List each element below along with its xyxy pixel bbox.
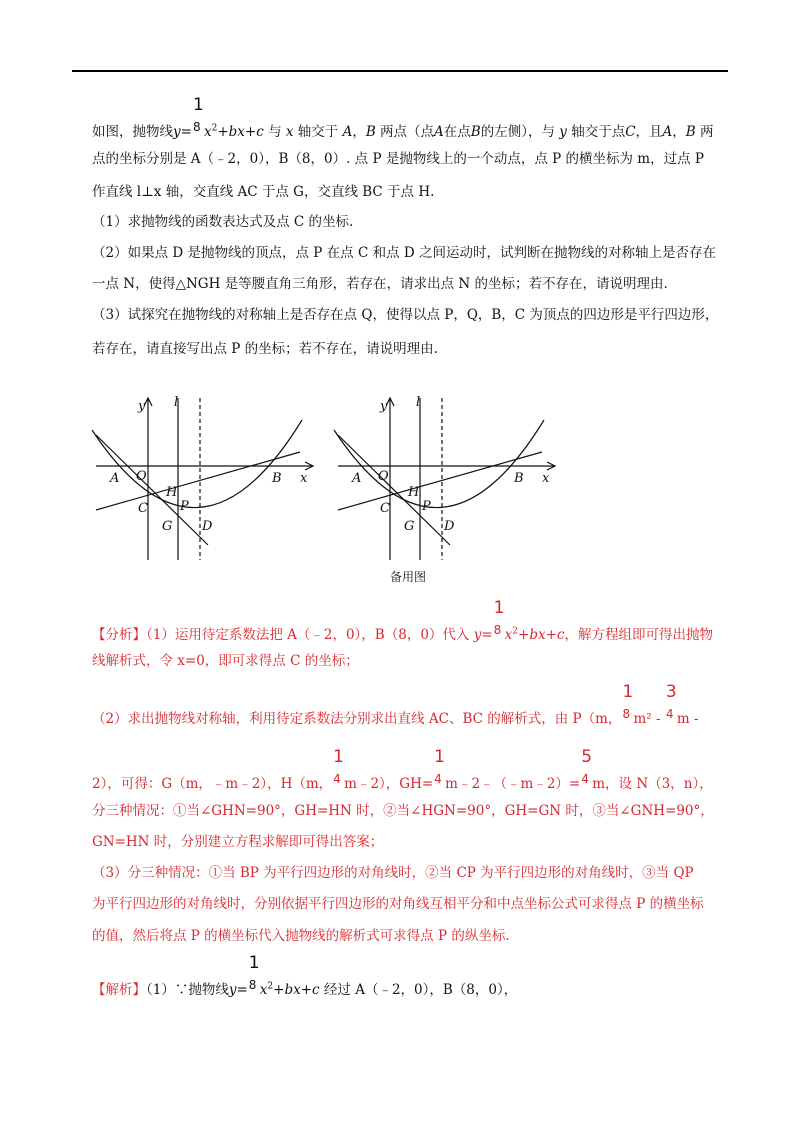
point-b-label: B [514, 471, 524, 486]
question-3b: 若存在，请直接写出点 P 的坐标；若不存在，请说明理由. [92, 341, 438, 357]
point-h-label: H [408, 485, 420, 500]
line-l-label: l [174, 395, 179, 410]
point-c-label: C [138, 501, 148, 516]
y-axis-label: y [380, 399, 388, 414]
analysis-line-4: 2），可得：G（m，﹣m﹣2），H（m， 1 4 m﹣2），GH= 1 4 m﹣2﹣（﹣m﹣2）= 5 4 m，设 N（3，n）， [92, 747, 713, 792]
analysis-line-5: 分三种情况：①当∠GHN=90°，GH=HN 时，②当∠HGN=90°，GH=GN 时，③当∠GNH=90°， [92, 803, 714, 819]
problem-line-3: 作直线 l⊥x 轴，交直线 AC 于点 G，交直线 BC 于点 H. [92, 184, 435, 200]
point-g-label: G [404, 519, 415, 534]
origin-label: O [136, 469, 147, 484]
analysis-line-2: 线解析式，令 x=0，即可求得点 C 的坐标； [92, 653, 359, 669]
point-h-label: H [166, 485, 178, 500]
solution-line-1: 【解析】（1）∵抛物线y= 1 8 $x^2+bx+c$ 经过 A（﹣2，0），B（8，0）， [92, 953, 518, 998]
parabola-figure-backup [330, 390, 570, 565]
point-b-label: B [272, 471, 282, 486]
origin-label: O [378, 469, 389, 484]
analysis-line-1: 【分析】（1）运用待定系数法把 A（﹣2，0），B（8，0）代入 y= 1 8 $x^2+bx+c$，解方程组即可得出抛物 [92, 598, 713, 643]
problem-line-2: 点的坐标分别是 A（﹣2，0），B（8，0）. 点 P 是抛物线上的一个动点，点 P 的横坐标为 m，过点 P [92, 151, 704, 167]
analysis-line-3: （2）求出抛物线对称轴，利用待定系数法分别求出直线 AC、BC 的解析式，由 P（m， 1 8 m² - 3 4 m - [92, 682, 699, 727]
point-g-label: G [162, 519, 173, 534]
point-c-label: C [380, 501, 390, 516]
parabola-figure-main [88, 390, 328, 565]
figure-caption: 备用图 [390, 570, 427, 584]
x-axis-label: x [300, 471, 308, 486]
y-axis-label: y [138, 399, 146, 414]
point-a-label: A [110, 471, 120, 486]
problem-line-1: 如图，抛物线y= 1 8 $x^2+bx+c$ 与 x 轴交于 A，B 两点（点A在点B的左侧），与 y 轴交于点C，且A，B 两 [92, 95, 714, 140]
point-d-label: D [444, 519, 455, 534]
point-p-label: P [180, 499, 189, 514]
question-3a: （3）试探究在抛物线的对称轴上是否存在点 Q，使得以点 P，Q，B，C 为顶点的四边形是平行四边形， [92, 307, 719, 323]
analysis-line-6: GN=HN 时，分别建立方程求解即可得出答案； [92, 834, 384, 850]
fraction: 1 8 [192, 95, 204, 134]
point-p-label: P [422, 499, 431, 514]
question-1: （1）求抛物线的函数表达式及点 C 的坐标. [92, 214, 354, 230]
x-axis-label: x [542, 471, 550, 486]
question-2b: 一点 N，使得△NGH 是等腰直角三角形，若存在，请求出点 N 的坐标；若不存在，请说明理由. [92, 276, 668, 292]
line-l-label: l [416, 395, 421, 410]
point-a-label: A [352, 471, 362, 486]
header-rule [72, 70, 728, 72]
analysis-line-8: 为平行四边形的对角线时，分别依据平行四边形的对角线互相平分和中点坐标公式可求得点 P 的横坐标 [92, 896, 704, 912]
analysis-line-9: 的值，然后将点 P 的横坐标代入抛物线的解析式可求得点 P 的纵坐标. [92, 928, 510, 944]
analysis-line-7: （3）分三种情况：①当 BP 为平行四边形的对角线时，②当 CP 为平行四边形的对角线时，③当 QP [92, 865, 694, 881]
question-2a: （2）如果点 D 是抛物线的顶点，点 P 在点 C 和点 D 之间运动时，试判断在抛物线的对称轴上是否存在 [92, 245, 716, 261]
point-d-label: D [202, 519, 213, 534]
